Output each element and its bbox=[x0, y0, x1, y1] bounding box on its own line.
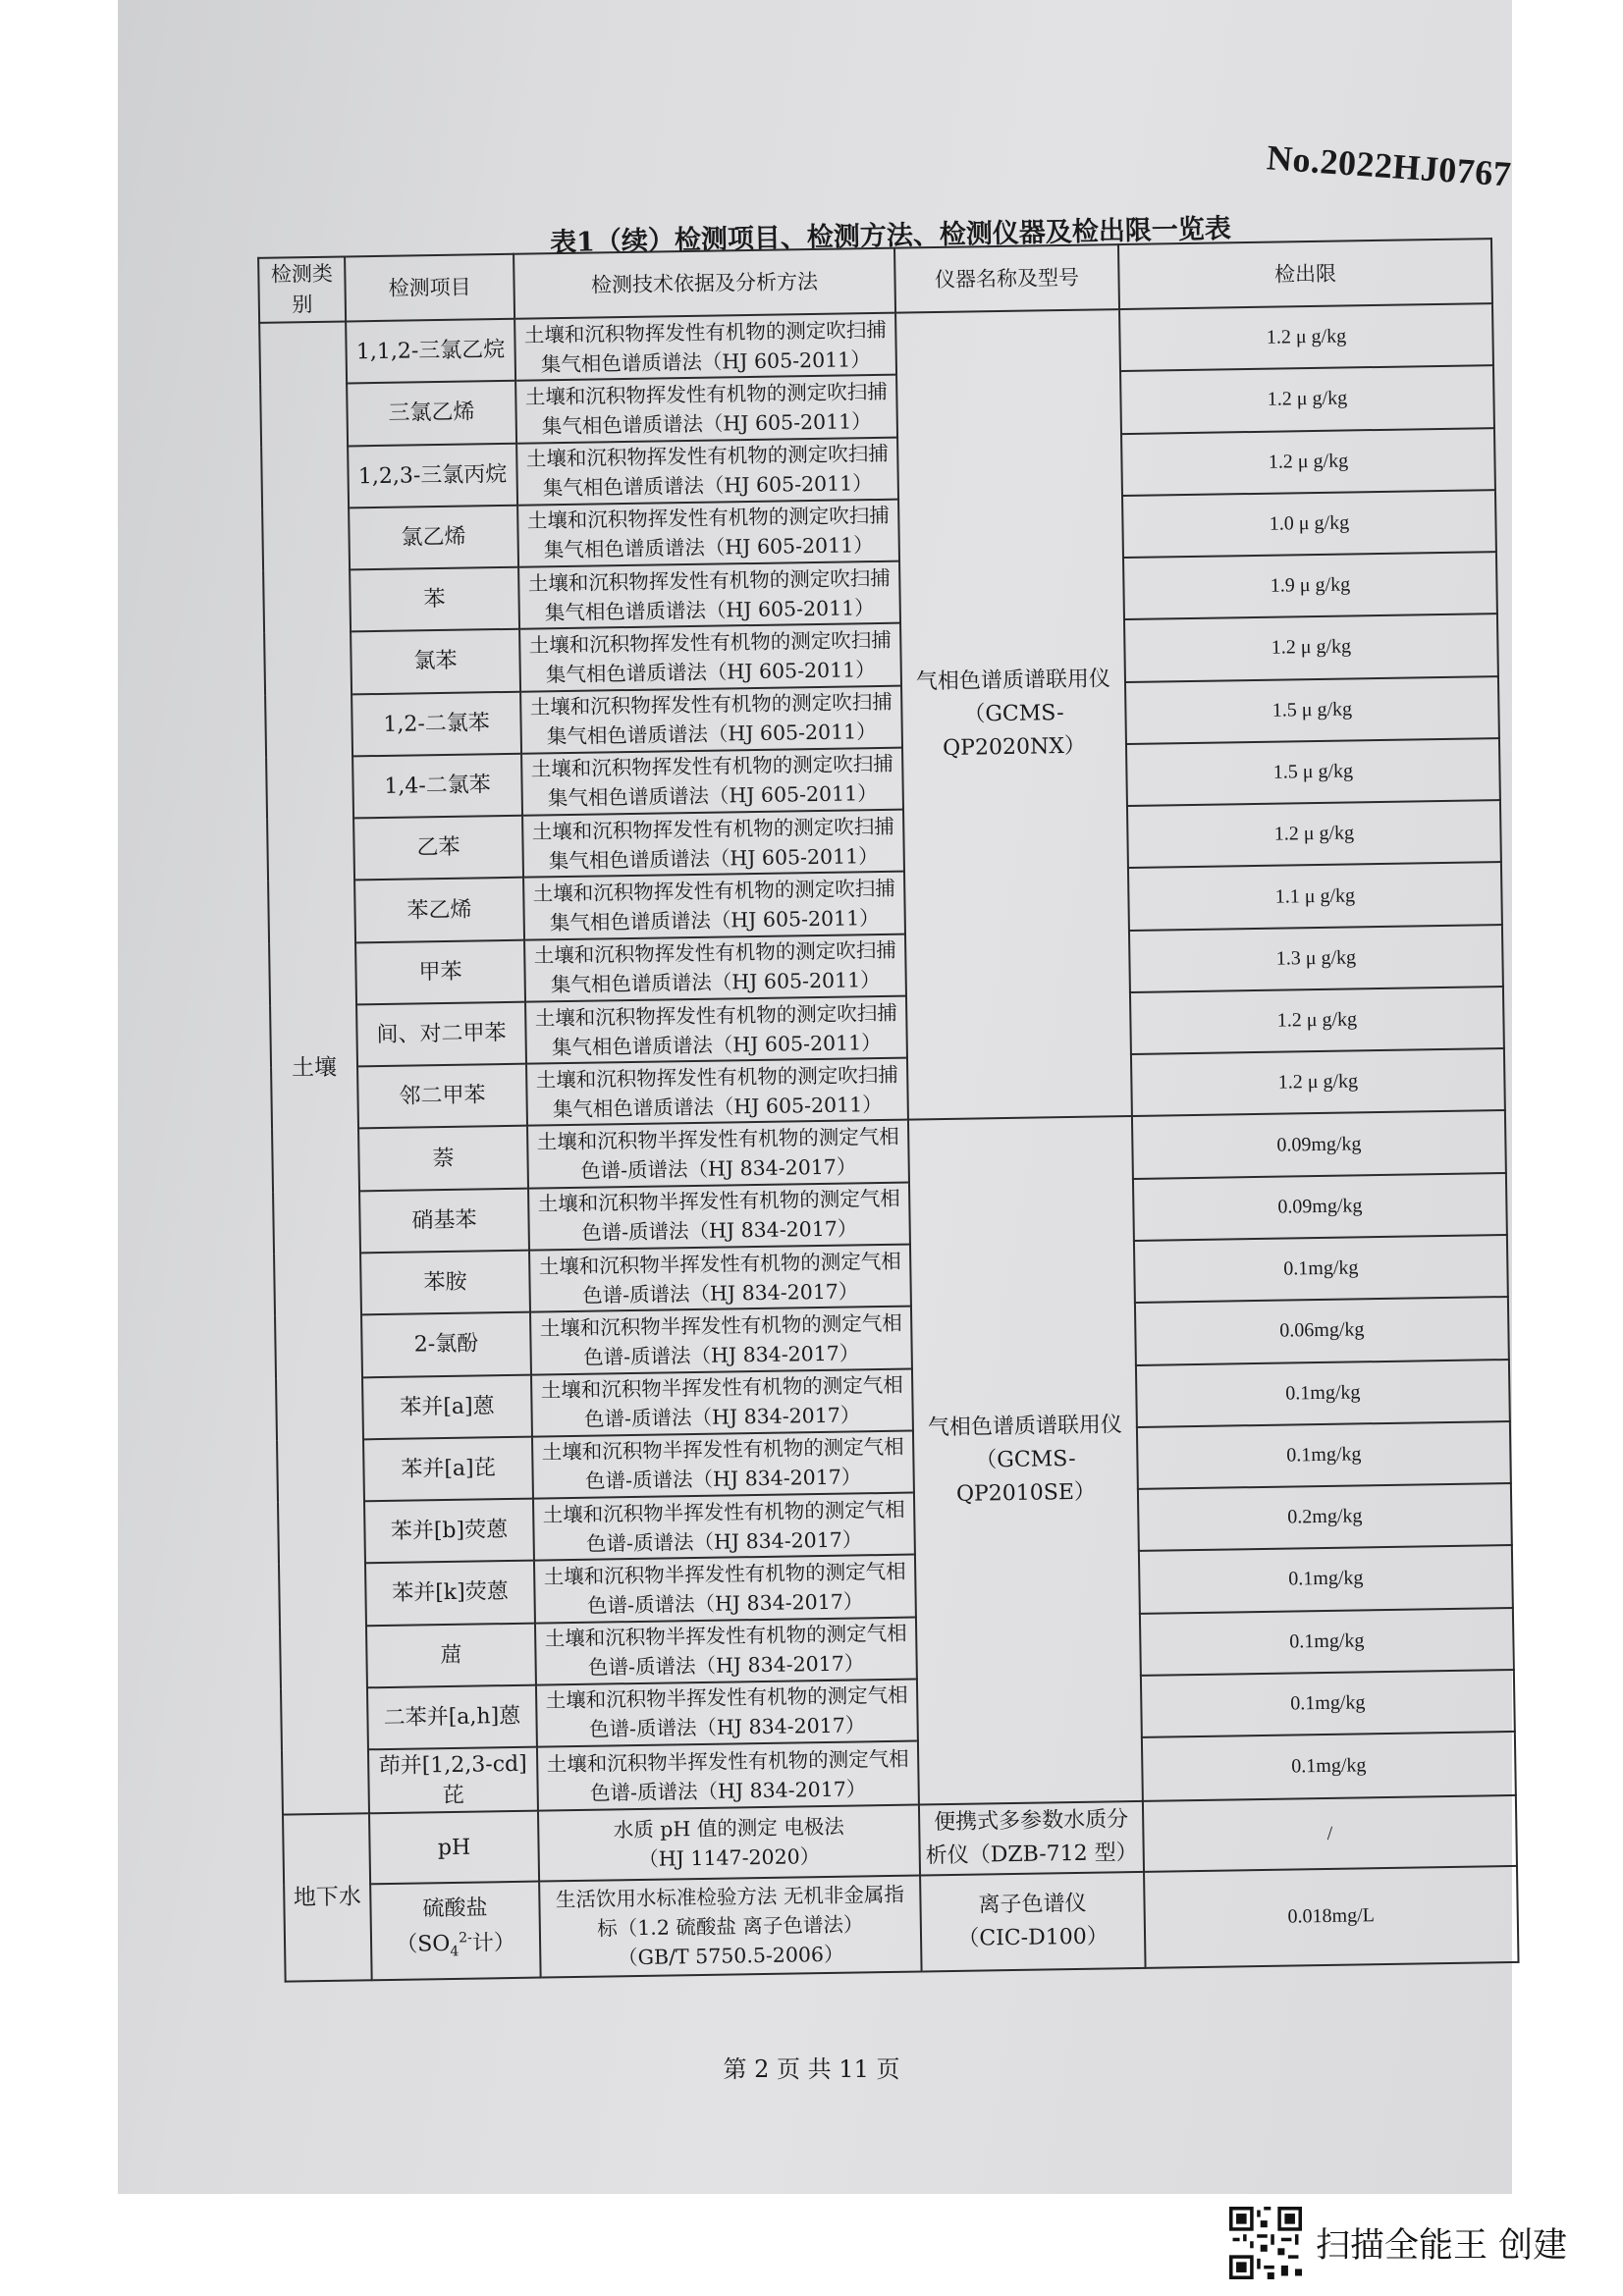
category-cell: 地下水 bbox=[283, 1814, 372, 1982]
item-cell: 苯 bbox=[350, 567, 519, 632]
method-cell bbox=[515, 375, 897, 443]
cell-line: 水质 pH 值的测定 电极法 bbox=[613, 1814, 844, 1842]
item-cell: 二苯并[a,h]蒽 bbox=[367, 1684, 537, 1749]
cell-line: 集气相色谱质谱法（HJ 605-2011） bbox=[547, 781, 878, 811]
item-cell: 苯并[k]荧蒽 bbox=[365, 1561, 535, 1626]
item-cell: 氯乙烯 bbox=[349, 506, 518, 570]
method-cell bbox=[524, 934, 906, 1001]
method-cell bbox=[539, 1875, 921, 1977]
limit-cell: 1.5 μ g/kg bbox=[1125, 676, 1499, 744]
item-cell: 氯苯 bbox=[351, 629, 520, 694]
cell-line: 土壤和沉积物半挥发性有机物的测定气相 bbox=[539, 1310, 902, 1341]
cell-line: 色谱-质谱法（HJ 834-2017） bbox=[589, 1777, 867, 1805]
limit-cell: 1.2 μ g/kg bbox=[1131, 1048, 1505, 1116]
table-row bbox=[284, 1866, 1518, 1982]
method-cell bbox=[518, 561, 900, 629]
cell-line: 集气相色谱质谱法（HJ 605-2011） bbox=[542, 471, 873, 501]
cell-line: 气相色谱质谱联用仪 bbox=[927, 1413, 1123, 1441]
document-number: No.2022HJ0767 bbox=[1265, 137, 1513, 194]
cell-line: 土壤和沉积物半挥发性有机物的测定气相 bbox=[546, 1746, 909, 1777]
item-cell: 乙苯 bbox=[353, 816, 523, 881]
limit-cell: 0.1mg/kg bbox=[1142, 1732, 1516, 1801]
cell-line: 集气相色谱质谱法（HJ 605-2011） bbox=[541, 408, 872, 439]
cell-line: 集气相色谱质谱法（HJ 605-2011） bbox=[545, 657, 876, 687]
item-cell: 1,2-二氯苯 bbox=[352, 691, 521, 756]
cell-line: 生活饮用水标准检验方法 无机非金属指 bbox=[555, 1882, 905, 1912]
limit-cell: 0.1mg/kg bbox=[1136, 1360, 1510, 1427]
item-cell: 苯并[b]荧蒽 bbox=[364, 1499, 534, 1564]
cell-line: 土壤和沉积物半挥发性有机物的测定气相 bbox=[541, 1435, 904, 1465]
page-footer: 第 2 页 共 11 页 bbox=[723, 2056, 900, 2083]
cell-line: （GB/T 5750.5-2006） bbox=[617, 1942, 844, 1970]
cell-line: 色谱-质谱法（HJ 834-2017） bbox=[588, 1713, 866, 1742]
limit-cell: 1.5 μ g/kg bbox=[1126, 738, 1500, 806]
cell-line: 土壤和沉积物挥发性有机物的测定吹扫捕 bbox=[535, 1062, 898, 1093]
item-cell: 2-氯酚 bbox=[361, 1312, 531, 1377]
limit-cell: 1.2 μ g/kg bbox=[1121, 428, 1495, 496]
cell-line: 集气相色谱质谱法（HJ 605-2011） bbox=[551, 1030, 882, 1059]
instrument-cell bbox=[895, 309, 1132, 1120]
cell-line: 色谱-质谱法（HJ 834-2017） bbox=[579, 1154, 857, 1183]
method-cell bbox=[520, 685, 902, 753]
item-cell: 苯乙烯 bbox=[354, 878, 524, 942]
limit-cell: 1.2 μ g/kg bbox=[1127, 800, 1501, 868]
method-cell bbox=[537, 1741, 919, 1811]
item-cell: 苯胺 bbox=[360, 1251, 530, 1315]
method-cell bbox=[529, 1245, 911, 1312]
limit-cell: 1.2 μ g/kg bbox=[1120, 365, 1494, 433]
cell-line: 土壤和沉积物挥发性有机物的测定吹扫捕 bbox=[526, 504, 890, 534]
qr-code-icon bbox=[1229, 2207, 1302, 2279]
cell-line: 土壤和沉积物挥发性有机物的测定吹扫捕 bbox=[529, 689, 893, 720]
detection-table bbox=[257, 238, 1519, 1983]
cell-line: 色谱-质谱法（HJ 834-2017） bbox=[582, 1341, 860, 1369]
cell-line: 便携式多参数水质分 bbox=[934, 1807, 1129, 1836]
method-cell bbox=[522, 810, 904, 878]
cell-line: 土壤和沉积物半挥发性有机物的测定气相 bbox=[538, 1249, 901, 1279]
cell-line: 气相色谱质谱联用仪 bbox=[915, 667, 1111, 695]
item-cell: 三氯乙烯 bbox=[347, 381, 516, 446]
cell-line: 土壤和沉积物挥发性有机物的测定吹扫捕 bbox=[530, 752, 893, 782]
cell-line: 集气相色谱质谱法（HJ 605-2011） bbox=[546, 720, 877, 749]
item-formula: （$SO_4^{2-}$计） bbox=[396, 1930, 516, 1960]
cell-line: 土壤和沉积物半挥发性有机物的测定气相 bbox=[543, 1559, 906, 1589]
cell-line: 土壤和沉积物挥发性有机物的测定吹扫捕 bbox=[527, 565, 891, 596]
method-cell bbox=[517, 499, 899, 566]
limit-cell: 0.1mg/kg bbox=[1134, 1235, 1508, 1303]
table-title: 表1（续）检测项目、检测方法、检测仪器及检出限一览表 bbox=[549, 213, 1232, 259]
limit-cell: 0.018mg/L bbox=[1144, 1866, 1518, 1968]
cell-line: 色谱-质谱法（HJ 834-2017） bbox=[587, 1651, 865, 1680]
category-cell: 土壤 bbox=[259, 321, 369, 1815]
item-cell: 甲苯 bbox=[355, 939, 525, 1004]
limit-cell: 0.09mg/kg bbox=[1132, 1110, 1506, 1178]
cell-line: 集气相色谱质谱法（HJ 605-2011） bbox=[548, 843, 879, 874]
limit-cell: 1.2 μ g/kg bbox=[1124, 614, 1498, 681]
cell-line: 色谱-质谱法（HJ 834-2017） bbox=[583, 1403, 861, 1431]
cell-line: 土壤和沉积物挥发性有机物的测定吹扫捕 bbox=[528, 627, 892, 658]
item-name: 硫酸盐 bbox=[422, 1896, 488, 1922]
cell-line: 标（1.2 硫酸盐 离子色谱法） bbox=[597, 1912, 864, 1941]
cell-line: 析仪（DZB-712 型） bbox=[925, 1841, 1138, 1869]
cell-line: 土壤和沉积物挥发性有机物的测定吹扫捕 bbox=[532, 876, 895, 906]
cell-line: 土壤和沉积物半挥发性有机物的测定气相 bbox=[542, 1497, 905, 1527]
header-limit: 检出限 bbox=[1118, 239, 1492, 309]
method-cell bbox=[534, 1555, 916, 1623]
method-cell bbox=[519, 623, 901, 691]
method-cell bbox=[531, 1368, 913, 1436]
cell-line: 土壤和沉积物半挥发性有机物的测定气相 bbox=[536, 1124, 899, 1154]
cell-line: （GCMS-QP2010SE） bbox=[955, 1447, 1097, 1508]
item-cell: 硝基苯 bbox=[359, 1188, 529, 1253]
cell-line: 集气相色谱质谱法（HJ 605-2011） bbox=[543, 533, 874, 562]
cell-line: 色谱-质谱法（HJ 834-2017） bbox=[581, 1279, 859, 1308]
item-cell: 萘 bbox=[358, 1126, 528, 1191]
item-cell: 1,1,2-三氯乙烷 bbox=[346, 319, 515, 384]
header-instrument: 仪器名称及型号 bbox=[894, 244, 1119, 313]
limit-cell: 1.9 μ g/kg bbox=[1123, 552, 1497, 619]
cell-line: 色谱-质谱法（HJ 834-2017） bbox=[585, 1527, 863, 1556]
camscanner-label: 扫描全能王 创建 bbox=[1316, 2226, 1568, 2266]
item-cell: 苯并[a]芘 bbox=[363, 1436, 533, 1501]
cell-line: 土壤和沉积物挥发性有机物的测定吹扫捕 bbox=[531, 814, 894, 844]
limit-cell: 0.06mg/kg bbox=[1135, 1297, 1509, 1364]
cell-line: 集气相色谱质谱法（HJ 605-2011） bbox=[550, 968, 881, 997]
method-cell bbox=[536, 1679, 918, 1746]
cell-line: （HJ 1147-2020） bbox=[638, 1844, 821, 1872]
cell-line: 集气相色谱质谱法（HJ 605-2011） bbox=[544, 595, 875, 625]
method-cell bbox=[514, 313, 896, 381]
method-cell bbox=[532, 1430, 914, 1498]
camscanner-watermark bbox=[1229, 2207, 1567, 2279]
method-cell bbox=[525, 996, 907, 1064]
limit-cell: 0.2mg/kg bbox=[1138, 1483, 1512, 1551]
limit-cell: 0.1mg/kg bbox=[1137, 1421, 1511, 1489]
header-item: 检测项目 bbox=[345, 254, 514, 322]
method-cell bbox=[535, 1617, 917, 1684]
cell-line: 色谱-质谱法（HJ 834-2017） bbox=[584, 1465, 862, 1494]
cell-line: 集气相色谱质谱法（HJ 605-2011） bbox=[549, 906, 880, 935]
item-cell bbox=[370, 1881, 541, 1980]
cell-line: 色谱-质谱法（HJ 834-2017） bbox=[586, 1589, 864, 1618]
cell-line: 土壤和沉积物挥发性有机物的测定吹扫捕 bbox=[523, 317, 888, 347]
item-cell: 间、对二甲苯 bbox=[356, 1002, 526, 1067]
limit-cell: 1.3 μ g/kg bbox=[1129, 925, 1503, 992]
method-cell bbox=[516, 437, 898, 505]
limit-cell: 1.1 μ g/kg bbox=[1128, 862, 1502, 930]
cell-line: 土壤和沉积物挥发性有机物的测定吹扫捕 bbox=[525, 441, 889, 471]
cell-line: 土壤和沉积物半挥发性有机物的测定气相 bbox=[544, 1621, 907, 1651]
limit-cell: 0.1mg/kg bbox=[1139, 1545, 1513, 1613]
cell-line: 土壤和沉积物半挥发性有机物的测定气相 bbox=[545, 1683, 908, 1713]
limit-cell: 1.2 μ g/kg bbox=[1130, 987, 1504, 1054]
limit-cell: 0.1mg/kg bbox=[1141, 1670, 1515, 1737]
instrument-cell bbox=[908, 1116, 1143, 1804]
method-cell bbox=[533, 1493, 915, 1561]
cell-line: 土壤和沉积物挥发性有机物的测定吹扫捕 bbox=[524, 379, 888, 409]
cell-line: （GCMS-QP2020NX） bbox=[942, 701, 1087, 762]
cell-line: 集气相色谱质谱法（HJ 605-2011） bbox=[540, 347, 871, 376]
method-cell bbox=[521, 747, 903, 815]
cell-line: 土壤和沉积物挥发性有机物的测定吹扫捕 bbox=[534, 1000, 897, 1031]
item-cell: 1,2,3-三氯丙烷 bbox=[348, 443, 517, 507]
cell-line: 土壤和沉积物挥发性有机物的测定吹扫捕 bbox=[533, 938, 896, 968]
limit-cell: 0.09mg/kg bbox=[1133, 1173, 1507, 1241]
limit-cell: 0.1mg/kg bbox=[1140, 1608, 1514, 1676]
item-cell: pH bbox=[369, 1811, 539, 1884]
header-method: 检测技术依据及分析方法 bbox=[514, 248, 895, 319]
limit-cell: / bbox=[1143, 1795, 1517, 1871]
cell-line: 离子色谱仪 bbox=[978, 1891, 1087, 1918]
method-cell bbox=[526, 1058, 908, 1126]
method-cell bbox=[523, 872, 905, 939]
cell-line: 色谱-质谱法（HJ 834-2017） bbox=[580, 1216, 858, 1246]
instrument-cell bbox=[919, 1801, 1144, 1875]
item-cell: 1,4-二氯苯 bbox=[352, 754, 522, 819]
cell-line: （CIC-D100） bbox=[957, 1924, 1109, 1951]
method-cell bbox=[527, 1120, 909, 1188]
item-cell: 䓛 bbox=[366, 1623, 536, 1687]
method-cell bbox=[538, 1805, 920, 1882]
instrument-cell bbox=[920, 1872, 1146, 1972]
limit-cell: 1.0 μ g/kg bbox=[1122, 490, 1496, 558]
cell-line: 集气相色谱质谱法（HJ 605-2011） bbox=[552, 1092, 883, 1122]
cell-line: 土壤和沉积物半挥发性有机物的测定气相 bbox=[537, 1187, 900, 1216]
method-cell bbox=[528, 1182, 910, 1250]
limit-cell: 1.2 μ g/kg bbox=[1119, 303, 1493, 371]
header-category: 检测类别 bbox=[258, 256, 346, 322]
item-cell: 邻二甲苯 bbox=[357, 1064, 527, 1129]
item-cell: 茚并[1,2,3-cd]芘 bbox=[368, 1747, 538, 1814]
item-cell: 苯并[a]蒽 bbox=[362, 1374, 532, 1439]
method-cell bbox=[530, 1307, 912, 1374]
cell-line: 土壤和沉积物半挥发性有机物的测定气相 bbox=[540, 1372, 903, 1403]
